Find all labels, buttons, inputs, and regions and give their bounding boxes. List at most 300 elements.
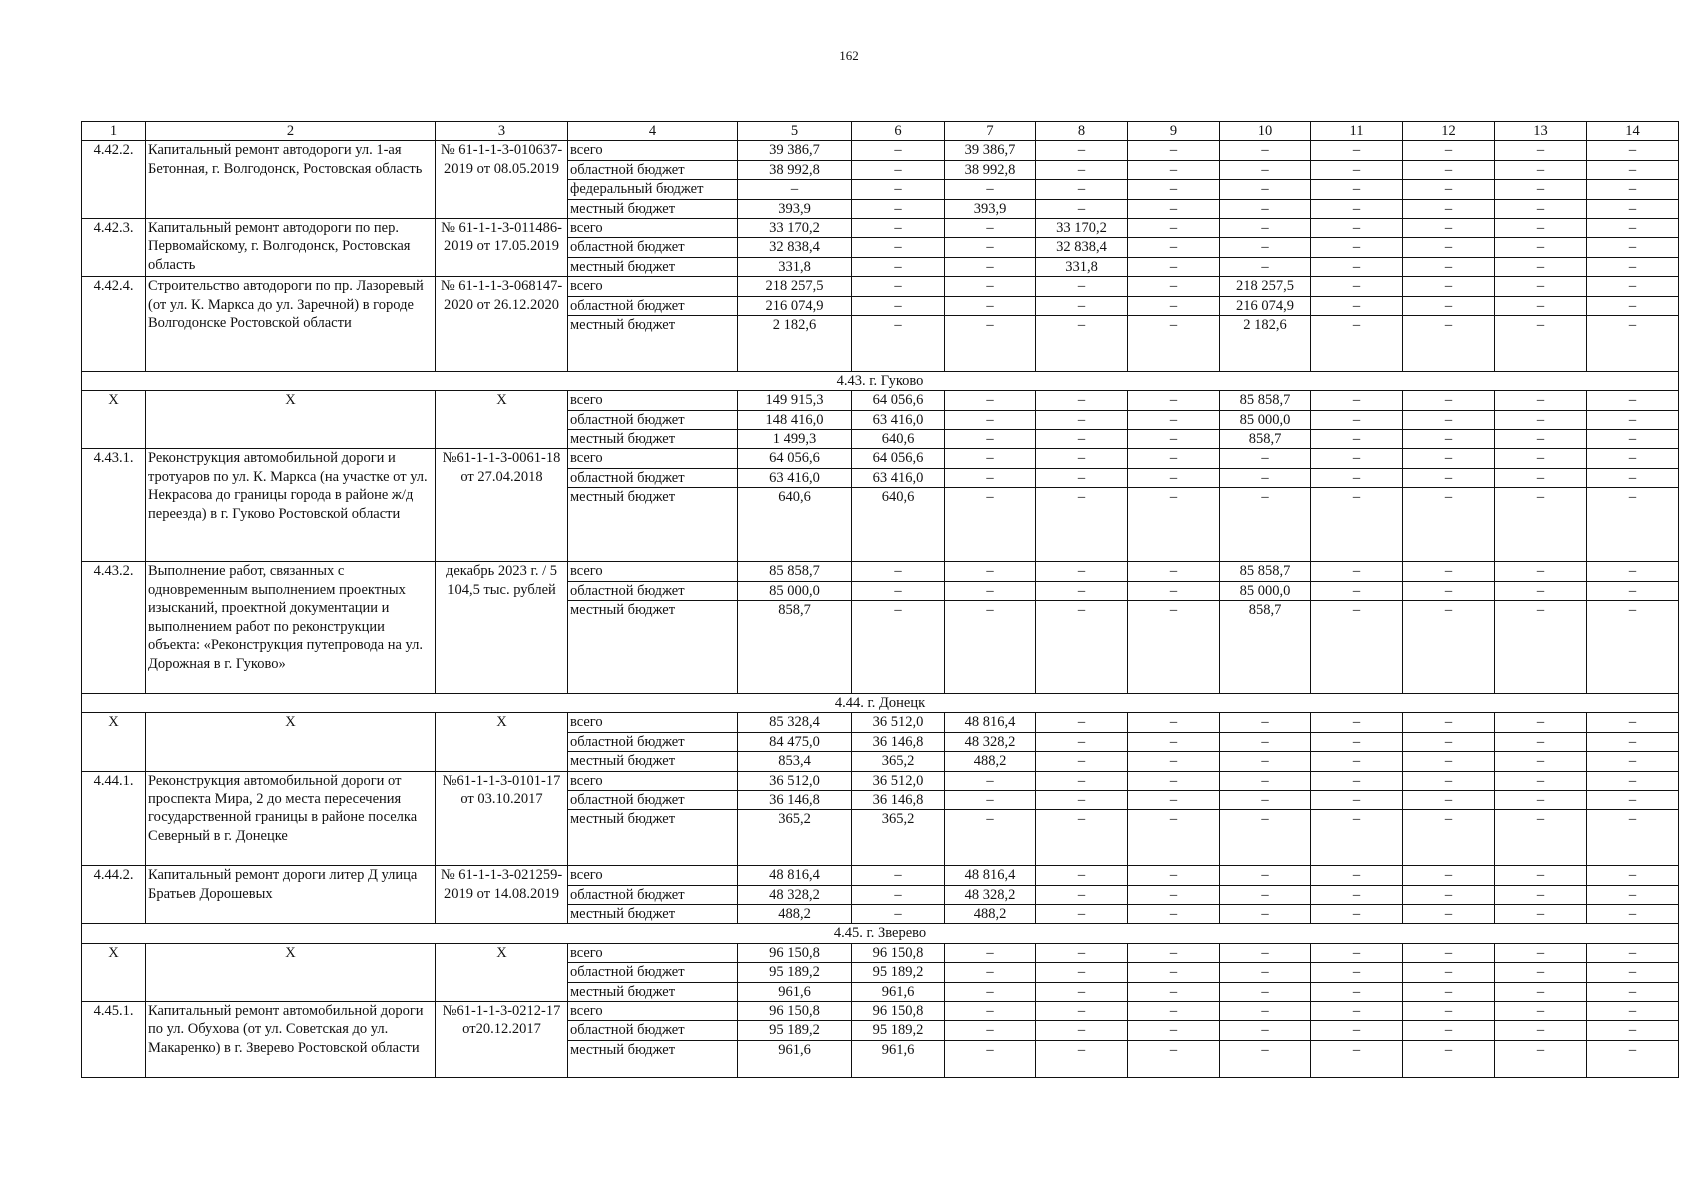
column-number-6: 6 xyxy=(852,122,945,141)
value-cell: – xyxy=(1403,601,1495,694)
value-cell: 32 838,4 xyxy=(738,238,852,257)
value-cell: – xyxy=(1403,391,1495,410)
value-cell: 2 182,6 xyxy=(1220,316,1311,372)
value-cell: – xyxy=(1495,1001,1587,1020)
value-cell: 96 150,8 xyxy=(738,1001,852,1020)
value-cell: – xyxy=(1036,963,1128,982)
value-cell: 2 182,6 xyxy=(738,316,852,372)
value-cell: – xyxy=(1495,391,1587,410)
column-number-12: 12 xyxy=(1403,122,1495,141)
value-cell: – xyxy=(1587,810,1679,866)
funding-source: местный бюджет xyxy=(568,1040,738,1077)
column-number-3: 3 xyxy=(436,122,568,141)
value-cell: – xyxy=(1587,790,1679,809)
value-cell: – xyxy=(1311,488,1403,562)
value-cell: – xyxy=(852,219,945,238)
value-cell: – xyxy=(1587,866,1679,885)
value-cell: – xyxy=(1403,449,1495,468)
value-cell: – xyxy=(1311,391,1403,410)
value-cell: – xyxy=(1403,257,1495,276)
value-cell: – xyxy=(1587,904,1679,923)
item-description: Капитальный ремонт автомобильной дороги по ул. Обухова (от ул. Советская до ул. Макаренко) в г. Зверево Ростовской области xyxy=(146,1001,436,1077)
value-cell: – xyxy=(1311,141,1403,160)
value-cell: – xyxy=(1495,141,1587,160)
value-cell: – xyxy=(1495,257,1587,276)
value-cell: – xyxy=(1128,562,1220,581)
value-cell: – xyxy=(1403,790,1495,809)
funding-source: областной бюджет xyxy=(568,1021,738,1040)
value-cell: – xyxy=(1220,488,1311,562)
item-description: Реконструкция автомобильной дороги от проспекта Мира, 2 до места пересечения государственной границы в районе поселка Северный в г. Донецке xyxy=(146,771,436,866)
value-cell: – xyxy=(1495,982,1587,1001)
value-cell: 640,6 xyxy=(738,488,852,562)
value-cell: – xyxy=(1403,410,1495,429)
value-cell: – xyxy=(1587,713,1679,732)
value-cell: – xyxy=(1495,180,1587,199)
value-cell: – xyxy=(1403,904,1495,923)
funding-source: местный бюджет xyxy=(568,810,738,866)
value-cell: – xyxy=(945,468,1036,487)
value-cell: 36 512,0 xyxy=(852,713,945,732)
item-number: 4.45.1. xyxy=(82,1001,146,1077)
value-cell: – xyxy=(1587,391,1679,410)
value-cell: – xyxy=(1128,199,1220,218)
value-cell: 218 257,5 xyxy=(1220,277,1311,296)
value-cell: – xyxy=(1220,810,1311,866)
section-title: 4.45. г. Зверево xyxy=(82,924,1679,943)
value-cell: – xyxy=(945,1040,1036,1077)
value-cell: 1 499,3 xyxy=(738,430,852,449)
value-cell: 95 189,2 xyxy=(852,1021,945,1040)
value-cell: – xyxy=(1495,963,1587,982)
value-cell: – xyxy=(945,277,1036,296)
value-cell: – xyxy=(1128,468,1220,487)
value-cell: 961,6 xyxy=(852,1040,945,1077)
value-cell: – xyxy=(1403,199,1495,218)
value-cell: – xyxy=(945,488,1036,562)
item-description: Капитальный ремонт автодороги по пер. Первомайскому, г. Волгодонск, Ростовская область xyxy=(146,219,436,277)
value-cell: – xyxy=(945,219,1036,238)
table-row xyxy=(82,141,1679,160)
value-cell: – xyxy=(1311,790,1403,809)
section-title: 4.44. г. Донецк xyxy=(82,693,1679,712)
value-cell: – xyxy=(945,982,1036,1001)
item-number: 4.42.3. xyxy=(82,219,146,277)
funding-source: федеральный бюджет xyxy=(568,180,738,199)
funding-source: местный бюджет xyxy=(568,982,738,1001)
value-cell: – xyxy=(1311,449,1403,468)
section-title: 4.43. г. Гуково xyxy=(82,371,1679,390)
value-cell: 149 915,3 xyxy=(738,391,852,410)
value-cell: – xyxy=(1128,488,1220,562)
value-cell: 64 056,6 xyxy=(738,449,852,468)
value-cell: 38 992,8 xyxy=(945,160,1036,179)
value-cell: – xyxy=(1587,238,1679,257)
value-cell: 488,2 xyxy=(945,752,1036,771)
value-cell: – xyxy=(1311,1040,1403,1077)
value-cell: – xyxy=(1128,430,1220,449)
value-cell: – xyxy=(1403,1040,1495,1077)
value-cell: – xyxy=(1587,449,1679,468)
item-description: Реконструкция автомобильной дороги и тротуаров по ул. К. Маркса (на участке от ул. Некрасова до границы города в районе ж/д переезда) в г. Гуково Ростовской области xyxy=(146,449,436,562)
value-cell: 39 386,7 xyxy=(738,141,852,160)
value-cell: – xyxy=(1311,904,1403,923)
funding-source: всего xyxy=(568,277,738,296)
value-cell: – xyxy=(1128,904,1220,923)
item-document: Х xyxy=(436,943,568,1001)
value-cell: – xyxy=(1495,810,1587,866)
value-cell: 218 257,5 xyxy=(738,277,852,296)
value-cell: – xyxy=(1587,1021,1679,1040)
value-cell: – xyxy=(945,1001,1036,1020)
item-description: Х xyxy=(146,713,436,771)
value-cell: – xyxy=(1036,488,1128,562)
value-cell: – xyxy=(1220,885,1311,904)
item-description: Строительство автодороги по пр. Лазоревый (от ул. К. Маркса до ул. Заречной) в городе Волгодонске Ростовской области xyxy=(146,277,436,372)
value-cell: – xyxy=(1311,866,1403,885)
funding-source: всего xyxy=(568,771,738,790)
value-cell: – xyxy=(1036,943,1128,962)
value-cell: – xyxy=(1128,219,1220,238)
value-cell: – xyxy=(945,430,1036,449)
value-cell: – xyxy=(1311,430,1403,449)
value-cell: – xyxy=(1495,771,1587,790)
column-number-4: 4 xyxy=(568,122,738,141)
value-cell: – xyxy=(1128,866,1220,885)
funding-source: всего xyxy=(568,866,738,885)
value-cell: – xyxy=(1587,943,1679,962)
value-cell: 64 056,6 xyxy=(852,449,945,468)
funding-source: областной бюджет xyxy=(568,732,738,751)
value-cell: 216 074,9 xyxy=(738,296,852,315)
value-cell: – xyxy=(852,581,945,600)
value-cell: – xyxy=(1036,982,1128,1001)
value-cell: – xyxy=(1128,316,1220,372)
value-cell: – xyxy=(1403,810,1495,866)
column-number-1: 1 xyxy=(82,122,146,141)
value-cell: – xyxy=(852,296,945,315)
value-cell: 36 512,0 xyxy=(738,771,852,790)
funding-source: всего xyxy=(568,562,738,581)
value-cell: 48 816,4 xyxy=(738,866,852,885)
value-cell: – xyxy=(1587,277,1679,296)
value-cell: – xyxy=(1311,581,1403,600)
funding-source: местный бюджет xyxy=(568,904,738,923)
value-cell: 84 475,0 xyxy=(738,732,852,751)
value-cell: 96 150,8 xyxy=(738,943,852,962)
value-cell: 85 858,7 xyxy=(738,562,852,581)
column-number-7: 7 xyxy=(945,122,1036,141)
value-cell: – xyxy=(1495,296,1587,315)
value-cell: – xyxy=(1128,1001,1220,1020)
value-cell: – xyxy=(738,180,852,199)
funding-source: местный бюджет xyxy=(568,488,738,562)
value-cell: – xyxy=(1495,581,1587,600)
value-cell: – xyxy=(1036,904,1128,923)
value-cell: 63 416,0 xyxy=(738,468,852,487)
item-number: Х xyxy=(82,391,146,449)
column-number-10: 10 xyxy=(1220,122,1311,141)
value-cell: 365,2 xyxy=(852,752,945,771)
value-cell: – xyxy=(1403,430,1495,449)
value-cell: – xyxy=(1311,160,1403,179)
budget-table xyxy=(81,121,1679,1078)
item-number: 4.43.1. xyxy=(82,449,146,562)
value-cell: 38 992,8 xyxy=(738,160,852,179)
value-cell: 488,2 xyxy=(738,904,852,923)
value-cell: – xyxy=(1220,713,1311,732)
value-cell: – xyxy=(1587,1001,1679,1020)
funding-source: областной бюджет xyxy=(568,160,738,179)
section-row xyxy=(82,924,1679,943)
value-cell: 85 000,0 xyxy=(1220,410,1311,429)
value-cell: – xyxy=(1036,885,1128,904)
value-cell: – xyxy=(1495,752,1587,771)
value-cell: 488,2 xyxy=(945,904,1036,923)
value-cell: – xyxy=(945,257,1036,276)
value-cell: – xyxy=(1495,410,1587,429)
value-cell: – xyxy=(1495,277,1587,296)
item-number: 4.42.2. xyxy=(82,141,146,219)
value-cell: – xyxy=(1128,238,1220,257)
value-cell: – xyxy=(1036,581,1128,600)
value-cell: – xyxy=(1495,468,1587,487)
value-cell: – xyxy=(1128,277,1220,296)
value-cell: 331,8 xyxy=(1036,257,1128,276)
value-cell: – xyxy=(1495,790,1587,809)
value-cell: 393,9 xyxy=(738,199,852,218)
value-cell: – xyxy=(852,562,945,581)
value-cell: – xyxy=(1403,885,1495,904)
column-number-9: 9 xyxy=(1128,122,1220,141)
item-document: № 61-1-1-3-010637-2019 от 08.05.2019 xyxy=(436,141,568,219)
value-cell: 33 170,2 xyxy=(738,219,852,238)
value-cell: – xyxy=(1587,885,1679,904)
value-cell: – xyxy=(1495,1040,1587,1077)
value-cell: – xyxy=(1587,410,1679,429)
table-row xyxy=(82,449,1679,468)
value-cell: – xyxy=(1220,943,1311,962)
value-cell: – xyxy=(1128,732,1220,751)
item-document: № 61-1-1-3-011486-2019 от 17.05.2019 xyxy=(436,219,568,277)
item-description: Выполнение работ, связанных с одновременным выполнением проектных изысканий, проектной документации и выполнением работ по реконструкции объекта: «Реконструкция путепровода на ул. Дорожная в г. Гуково» xyxy=(146,562,436,693)
value-cell: – xyxy=(945,296,1036,315)
value-cell: – xyxy=(1587,219,1679,238)
value-cell: – xyxy=(1036,468,1128,487)
value-cell: – xyxy=(945,963,1036,982)
value-cell: – xyxy=(1128,752,1220,771)
table-row xyxy=(82,943,1679,962)
item-description: Капитальный ремонт автодороги ул. 1-ая Бетонная, г. Волгодонск, Ростовская область xyxy=(146,141,436,219)
value-cell: – xyxy=(1220,771,1311,790)
value-cell: – xyxy=(1220,238,1311,257)
value-cell: – xyxy=(1495,713,1587,732)
value-cell: – xyxy=(1036,199,1128,218)
value-cell: – xyxy=(1495,1021,1587,1040)
value-cell: – xyxy=(1311,752,1403,771)
funding-source: местный бюджет xyxy=(568,430,738,449)
value-cell: – xyxy=(1403,963,1495,982)
value-cell: – xyxy=(1311,296,1403,315)
value-cell: – xyxy=(1311,180,1403,199)
funding-source: всего xyxy=(568,141,738,160)
value-cell: 393,9 xyxy=(945,199,1036,218)
item-description: Х xyxy=(146,391,436,449)
value-cell: – xyxy=(1587,468,1679,487)
value-cell: 48 328,2 xyxy=(738,885,852,904)
value-cell: – xyxy=(1587,771,1679,790)
column-number-8: 8 xyxy=(1036,122,1128,141)
value-cell: – xyxy=(852,277,945,296)
value-cell: – xyxy=(1587,180,1679,199)
value-cell: – xyxy=(945,771,1036,790)
funding-source: областной бюджет xyxy=(568,963,738,982)
value-cell: – xyxy=(852,885,945,904)
value-cell: – xyxy=(1220,1001,1311,1020)
funding-source: местный бюджет xyxy=(568,257,738,276)
value-cell: – xyxy=(1036,732,1128,751)
table-row xyxy=(82,771,1679,790)
value-cell: – xyxy=(1311,1021,1403,1040)
value-cell: – xyxy=(1311,277,1403,296)
value-cell: – xyxy=(1403,1021,1495,1040)
value-cell: – xyxy=(1403,488,1495,562)
value-cell: – xyxy=(1128,160,1220,179)
value-cell: 365,2 xyxy=(738,810,852,866)
value-cell: 85 000,0 xyxy=(1220,581,1311,600)
funding-source: всего xyxy=(568,391,738,410)
value-cell: – xyxy=(1128,141,1220,160)
value-cell: – xyxy=(1220,904,1311,923)
value-cell: 96 150,8 xyxy=(852,943,945,962)
value-cell: – xyxy=(1036,810,1128,866)
value-cell: 63 416,0 xyxy=(852,468,945,487)
funding-source: всего xyxy=(568,943,738,962)
value-cell: – xyxy=(1495,449,1587,468)
value-cell: 85 328,4 xyxy=(738,713,852,732)
value-cell: – xyxy=(1036,449,1128,468)
table-row xyxy=(82,391,1679,410)
column-number-11: 11 xyxy=(1311,122,1403,141)
value-cell: – xyxy=(1495,316,1587,372)
value-cell: – xyxy=(1403,1001,1495,1020)
funding-source: областной бюджет xyxy=(568,468,738,487)
funding-source: всего xyxy=(568,449,738,468)
value-cell: – xyxy=(852,316,945,372)
item-number: 4.44.2. xyxy=(82,866,146,924)
value-cell: 63 416,0 xyxy=(852,410,945,429)
value-cell: – xyxy=(1220,982,1311,1001)
value-cell: – xyxy=(1036,1021,1128,1040)
value-cell: – xyxy=(1311,199,1403,218)
item-document: Х xyxy=(436,391,568,449)
section-row xyxy=(82,693,1679,712)
value-cell: – xyxy=(945,581,1036,600)
value-cell: – xyxy=(945,601,1036,694)
value-cell: – xyxy=(1587,296,1679,315)
value-cell: 85 858,7 xyxy=(1220,562,1311,581)
value-cell: – xyxy=(1403,866,1495,885)
value-cell: 95 189,2 xyxy=(738,1021,852,1040)
value-cell: – xyxy=(1128,410,1220,429)
value-cell: – xyxy=(852,199,945,218)
value-cell: – xyxy=(1587,488,1679,562)
value-cell: – xyxy=(1220,219,1311,238)
value-cell: – xyxy=(1220,257,1311,276)
value-cell: – xyxy=(1587,1040,1679,1077)
funding-source: областной бюджет xyxy=(568,410,738,429)
value-cell: – xyxy=(1311,601,1403,694)
funding-source: всего xyxy=(568,219,738,238)
value-cell: – xyxy=(1495,601,1587,694)
value-cell: 365,2 xyxy=(852,810,945,866)
value-cell: – xyxy=(1220,180,1311,199)
value-cell: 216 074,9 xyxy=(1220,296,1311,315)
value-cell: – xyxy=(945,943,1036,962)
value-cell: – xyxy=(1311,963,1403,982)
value-cell: – xyxy=(1311,713,1403,732)
funding-source: областной бюджет xyxy=(568,581,738,600)
item-number: Х xyxy=(82,713,146,771)
value-cell: – xyxy=(1587,430,1679,449)
value-cell: – xyxy=(1495,943,1587,962)
value-cell: 36 146,8 xyxy=(852,732,945,751)
item-number: 4.42.4. xyxy=(82,277,146,372)
funding-source: местный бюджет xyxy=(568,752,738,771)
value-cell: – xyxy=(1403,316,1495,372)
column-number-2: 2 xyxy=(146,122,436,141)
value-cell: – xyxy=(1587,141,1679,160)
value-cell: – xyxy=(1311,219,1403,238)
table-row xyxy=(82,562,1679,581)
value-cell: – xyxy=(1403,713,1495,732)
value-cell: 48 328,2 xyxy=(945,732,1036,751)
value-cell: – xyxy=(1220,160,1311,179)
value-cell: 33 170,2 xyxy=(1036,219,1128,238)
value-cell: – xyxy=(1036,752,1128,771)
value-cell: – xyxy=(1403,771,1495,790)
column-number-13: 13 xyxy=(1495,122,1587,141)
value-cell: 961,6 xyxy=(738,1040,852,1077)
item-document: № 61-1-1-3-068147-2020 от 26.12.2020 xyxy=(436,277,568,372)
value-cell: – xyxy=(1587,601,1679,694)
value-cell: – xyxy=(945,790,1036,809)
value-cell: – xyxy=(945,810,1036,866)
value-cell: – xyxy=(1495,562,1587,581)
value-cell: – xyxy=(1128,885,1220,904)
value-cell: – xyxy=(1311,257,1403,276)
value-cell: – xyxy=(1403,141,1495,160)
item-document: №61-1-1-3-0061-18 от 27.04.2018 xyxy=(436,449,568,562)
value-cell: – xyxy=(1495,160,1587,179)
value-cell: – xyxy=(1036,160,1128,179)
value-cell: – xyxy=(1495,866,1587,885)
value-cell: – xyxy=(1128,810,1220,866)
funding-source: всего xyxy=(568,1001,738,1020)
section-row xyxy=(82,371,1679,390)
value-cell: – xyxy=(1128,180,1220,199)
funding-source: областной бюджет xyxy=(568,790,738,809)
value-cell: – xyxy=(852,601,945,694)
item-number: 4.44.1. xyxy=(82,771,146,866)
value-cell: – xyxy=(1587,160,1679,179)
value-cell: – xyxy=(1587,752,1679,771)
value-cell: – xyxy=(1036,410,1128,429)
value-cell: – xyxy=(1587,199,1679,218)
value-cell: – xyxy=(1220,1040,1311,1077)
value-cell: – xyxy=(945,449,1036,468)
funding-source: местный бюджет xyxy=(568,601,738,694)
